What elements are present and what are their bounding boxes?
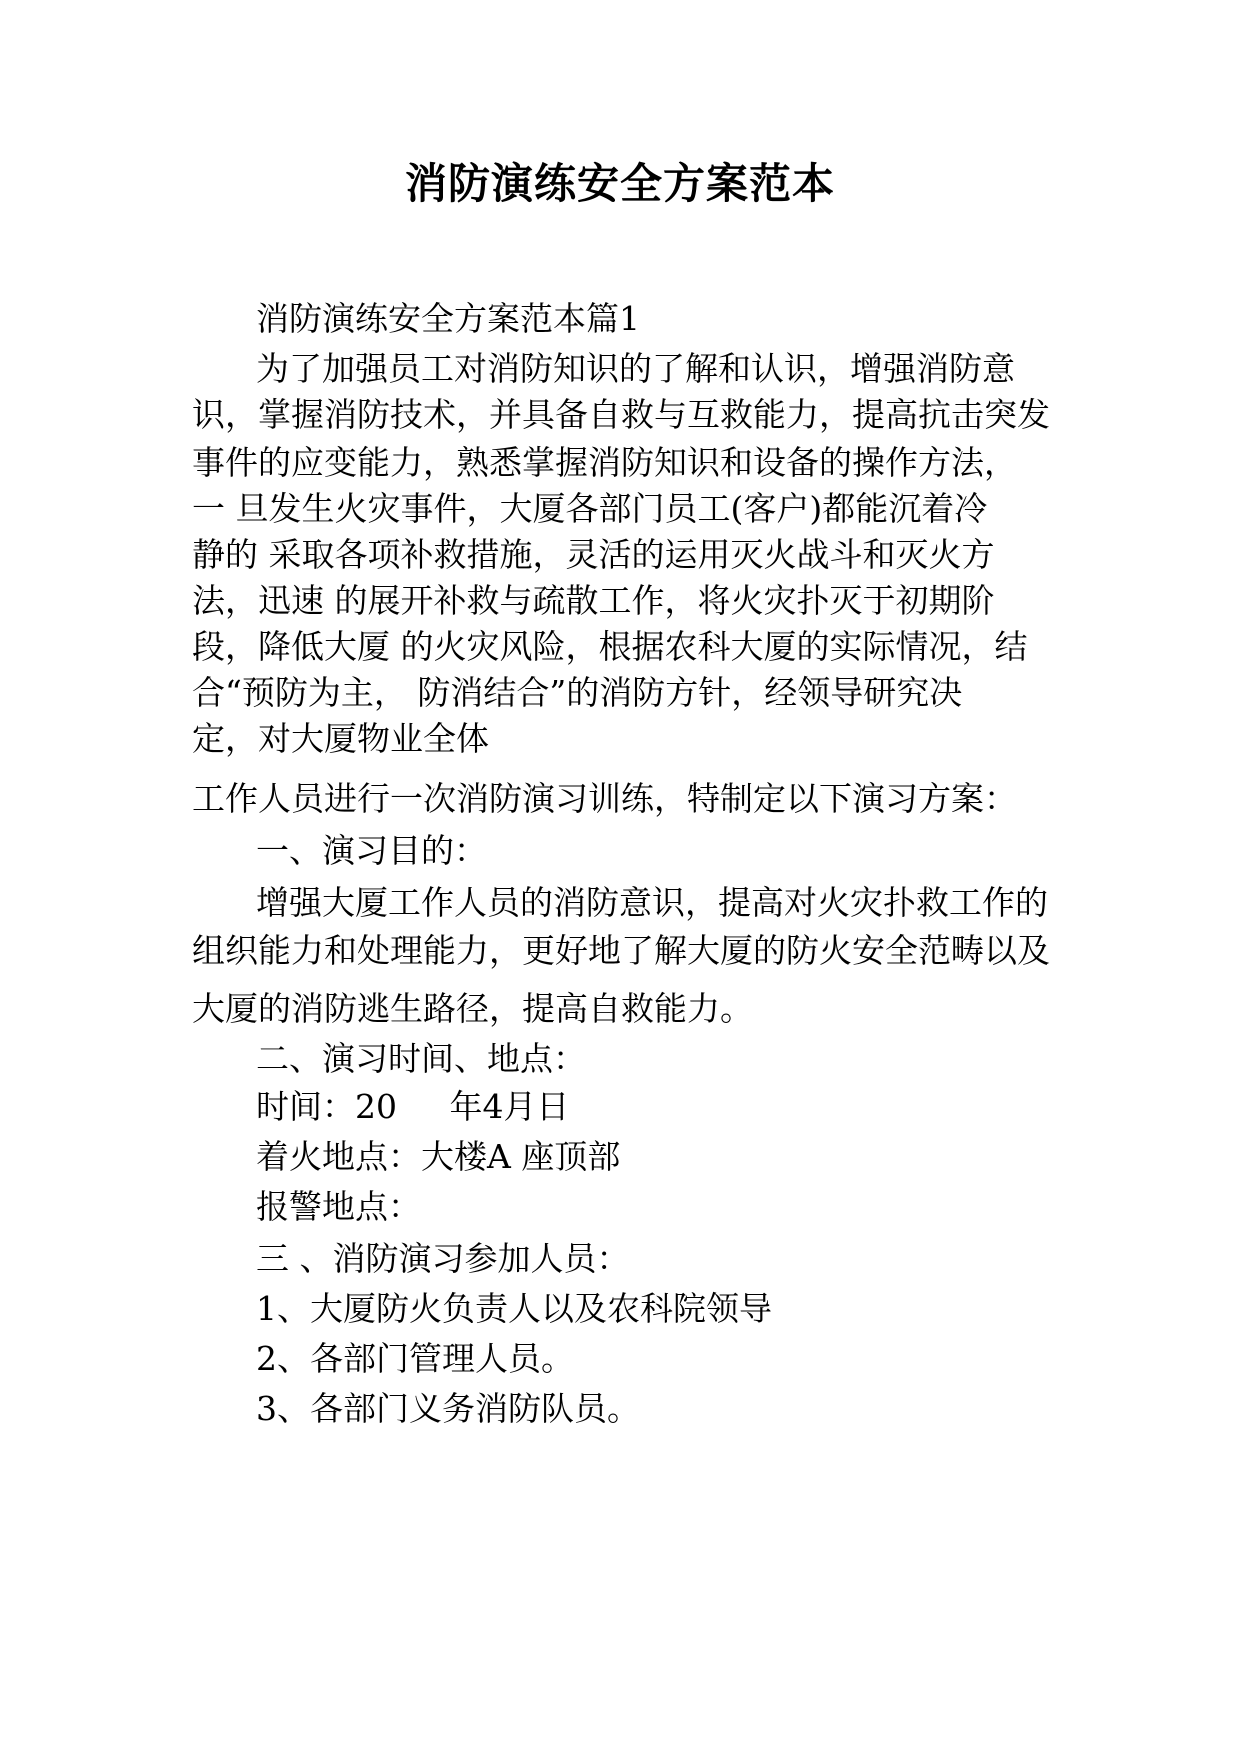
paragraph-line: 静的 采取各项补救措施，灵活的运用灭火战斗和灭火方 [192,535,995,574]
paragraph-line: 增强大厦工作人员的消防意识，提高对火灾扑救工作的 [256,883,1048,922]
list-item: 3、各部门义务消防队员。 [256,1389,640,1428]
detail-line: 着火地点：大楼A 座顶部 [256,1137,621,1176]
paragraph-line: 为了加强员工对消防知识的了解和认识，增强消防意 [256,349,1015,388]
paragraph-line: 定，对大厦物业全体 [192,719,489,758]
detail-line: 时间：20 年4月日 [256,1087,570,1126]
detail-line: 报警地点： [256,1187,421,1226]
paragraph-line: 工作人员进行一次消防演习训练，特制定以下演习方案： [192,779,1017,818]
section-heading: 三 、消防演习参加人员： [256,1239,630,1278]
paragraph-line: 识，掌握消防技术，并具备自救与互救能力，提高抗击突发 [192,395,1050,434]
document-title: 消防演练安全方案范本 [404,159,835,208]
paragraph-line: 事件的应变能力，熟悉掌握消防知识和设备的操作方法， [192,443,1017,482]
list-item: 2、各部门管理人员。 [256,1339,574,1378]
paragraph-line: 一 旦发生火灾事件，大厦各部门员工(客户)都能沉着冷 [192,489,988,528]
section-heading: 消防演练安全方案范本篇1 [256,299,640,338]
paragraph-line: 段，降低大厦 的火灾风险，根据农科大厦的实际情况，结 [192,627,1028,666]
paragraph-line: 法，迅速 的展开补救与疏散工作，将火灾扑灭于初期阶 [192,581,995,620]
section-heading: 一、演习目的： [256,831,487,870]
list-item: 1、大厦防火负责人以及农科院领导 [256,1289,772,1328]
paragraph-line: 大厦的消防逃生路径，提高自救能力。 [192,989,753,1028]
section-heading: 二、演习时间、地点： [256,1039,586,1078]
paragraph-line: 合“预防为主， 防消结合”的消防方针，经领导研究决 [192,673,963,712]
paragraph-line: 组织能力和处理能力，更好地了解大厦的防火安全范畴以及 [192,931,1050,970]
